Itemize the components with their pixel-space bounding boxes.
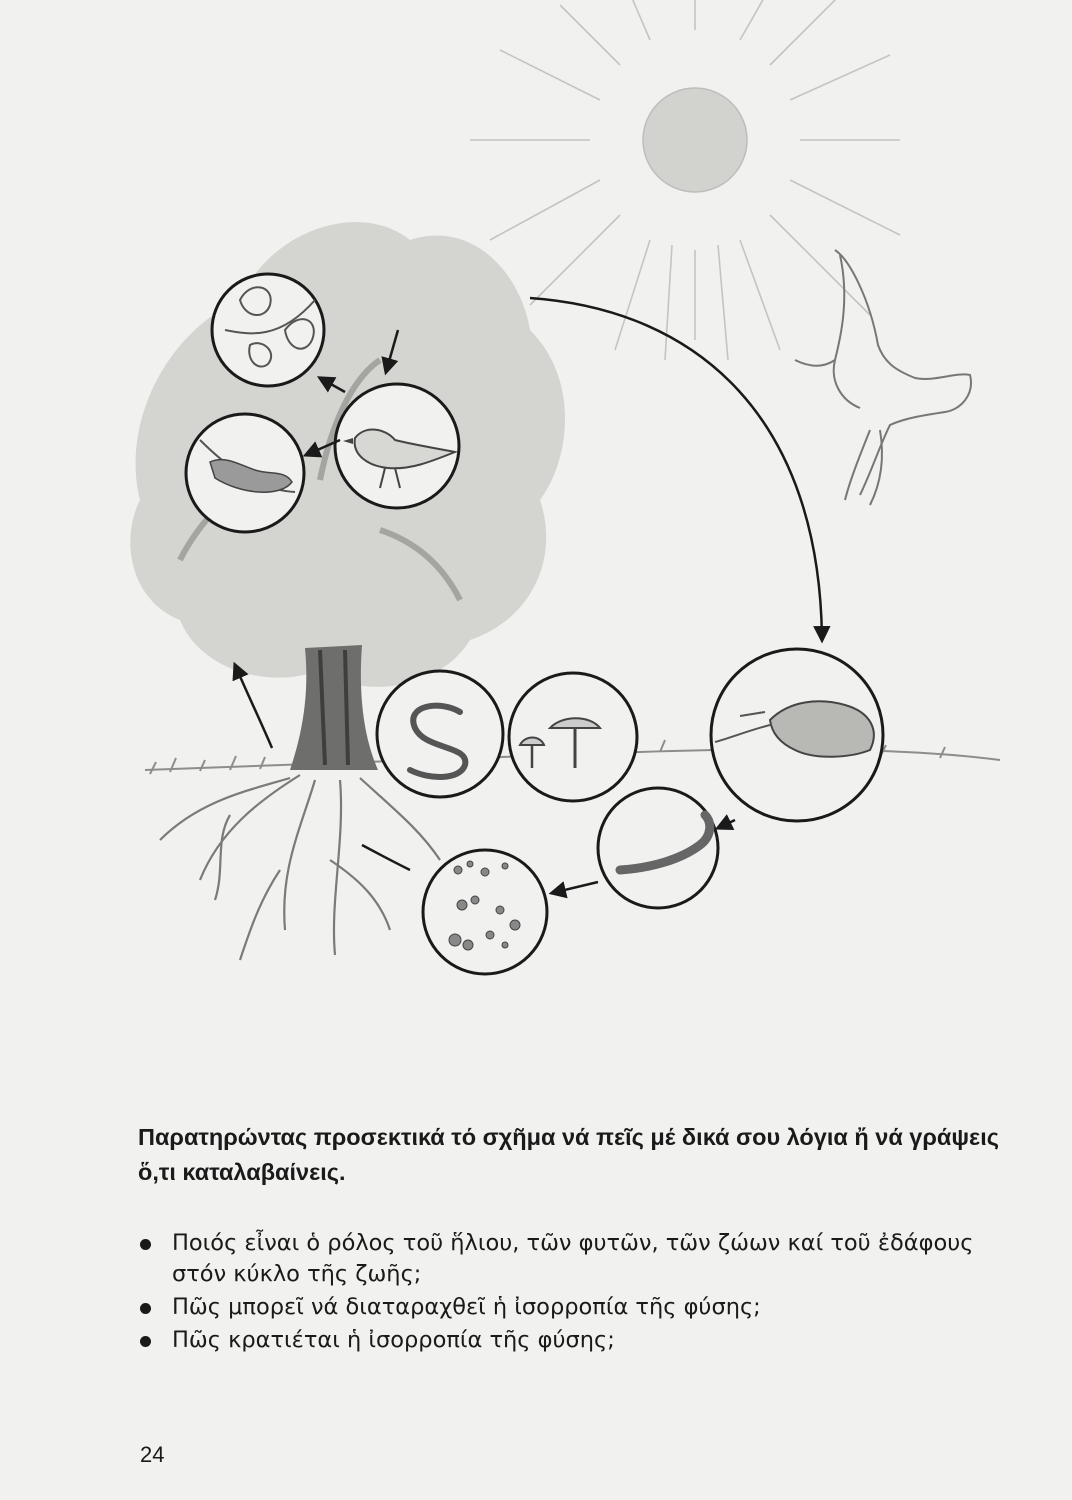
page-number: 24 — [140, 1442, 165, 1467]
mushrooms-icon — [509, 673, 637, 801]
question-text: Πῶς μπορεῖ νά διαταραχθεῖ ἡ ἰσορροπία τῆς φύσης; — [172, 1294, 761, 1320]
list-item — [138, 1292, 1018, 1323]
acorns-icon — [212, 274, 324, 386]
list-item — [138, 1325, 1018, 1356]
bird-of-prey-icon — [795, 250, 971, 505]
songbird-icon — [335, 384, 459, 508]
caterpillar-icon — [186, 414, 304, 532]
dead-animal-icon — [711, 649, 883, 821]
bullet-icon — [140, 1336, 151, 1347]
bullet-icon — [140, 1303, 151, 1314]
microorganisms-icon — [423, 850, 547, 974]
snake-icon — [377, 671, 503, 797]
tree-icon — [130, 222, 565, 960]
sun-icon — [470, 0, 900, 360]
question-list — [138, 1228, 1018, 1358]
earthworm-icon — [598, 788, 718, 908]
question-text: Πῶς κρατιέται ἡ ἰσορροπία τῆς φύσης; — [172, 1327, 615, 1353]
instruction-text: Παρατηρώντας προσεκτικά τό σχῆμα νά πεῖς μέ δικά σου λόγια ἤ νά γράψεις ὅ,τι καταλαβαίνεις. — [138, 1124, 999, 1185]
bullet-icon — [140, 1239, 151, 1250]
question-text: Ποιός εἶναι ὁ ρόλος τοῦ ἥλιου, τῶν φυτῶν, τῶν ζώων καί τοῦ ἐδάφους στόν κύκλο τῆς ζωῆς; — [172, 1230, 974, 1287]
list-item — [138, 1228, 1018, 1290]
